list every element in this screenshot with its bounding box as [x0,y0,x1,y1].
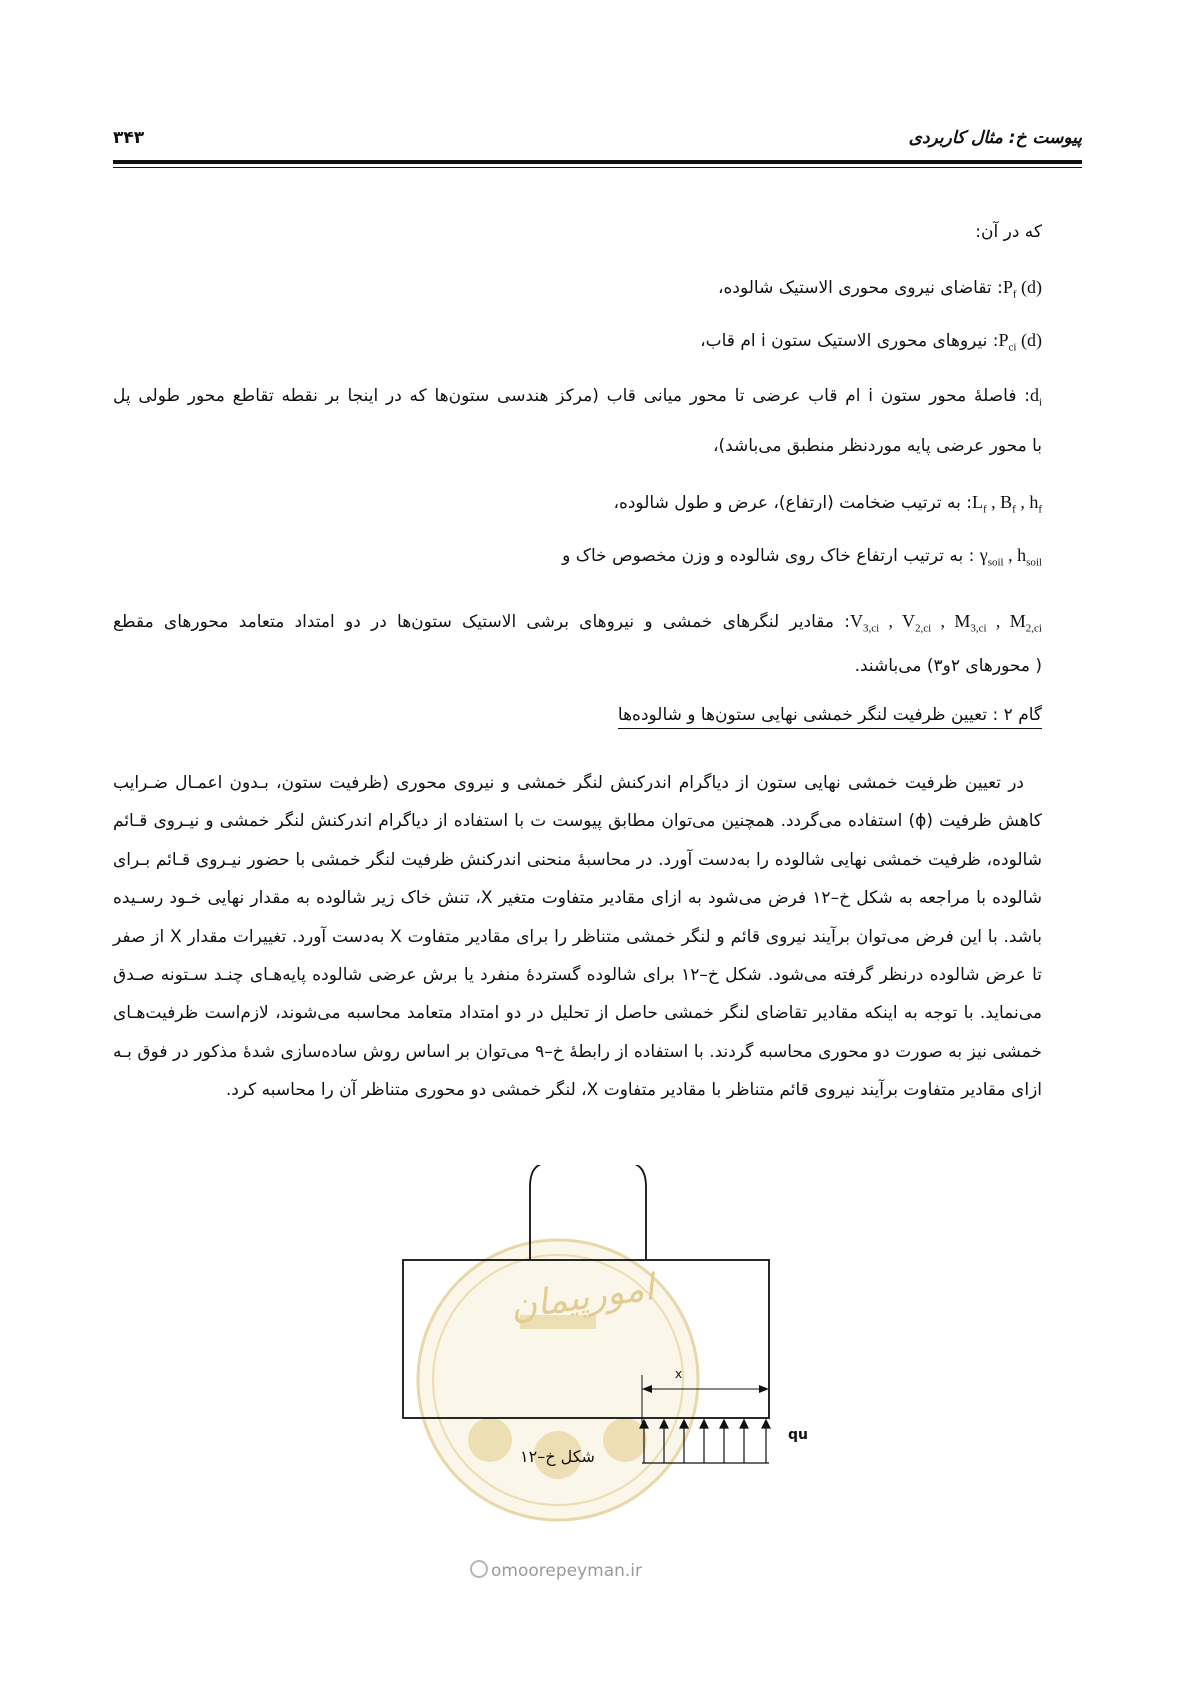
definition-v-m-continuation: ( محورهای ۲و۳) می‌باشند. [854,656,1042,676]
symbol: $P_{ci}$ (d) [998,330,1042,354]
definition-di-continuation: با محور عرضی پایه موردنظر منطبق می‌باشد)، [713,436,1042,456]
intro-text: که در آن: [975,222,1042,242]
definition-v-m [113,611,1042,635]
definition-text: : نیروهای محوری الاستیک ستون i ام قاب، [700,331,999,351]
load-label: qu [788,1427,808,1443]
figure-footing-diagram [370,1165,830,1545]
paragraph-text: در تعیین ظرفیت خمشی نهایی ستون از دیاگرام اندرکنش لنگر خمشی و نیروی محوری (ظرفیت ستون، بـدون اعمـال ضـرایب کاهش ظرفیت (ϕ) استفاده می‌گردد. همچنین می‌توان مطابق پیوست ت با استفاده از دیاگرام اندرکنش لنگر خمشی و نیـروی قـائم شالوده، ظرفیت خمشی نهایی شالوده را به‌دست آورد. در محاسبهٔ منحنی اندرکنش ظرفیت لنگر خمشی با حضور نیـروی قـائم بـرای شالوده با مراجعه به شکل خ–۱۲ فرض می‌شود به ازای مقادیر متفاوت متغیر X، تنش خاک زیر شالوده به مقدار نهایی خـود رسـیده باشد. با این فرض می‌توان برآیند نیروی قائم و لنگر خمشی متناظر را برای مقادیر متفاوت X به‌دست آورد. تغییرات مقدار X از صفر تا عرض شالوده درنظر گرفته می‌شود. شکل خ–۱۲ برای شالوده گستردهٔ منفرد یا برش عرضی شالوده پایه‌هـای چنـد سـتونه صـدق می‌نماید. با توجه به اینکه مقادیر تقاضای لنگر خمشی حاصل از تحلیل در دو امتداد متعامد محاسبه می‌شوند، لازم‌است ظرفیت‌هـای خمشی نیز به صورت دو محوری محاسبه گردند. با استفاده از رابطهٔ خ–۹ می‌توان بر اساس روش ساده‌سازی شدهٔ مذکور در فوق بـه ازای مقادیر متفاوت برآیند نیروی قائم متناظر با مقادیر متفاوت X، لنگر خمشی دو محوری متناظر آن را محاسبه کرد. [113,773,1043,1101]
gear-icon [470,1560,488,1578]
symbol: $d_i$ [1029,385,1042,409]
watermark-text: امورپیمان [507,1267,657,1328]
header-rule-thin [113,167,1082,168]
definition-lf [613,492,1042,516]
symbol: $P_f$ (d) [1002,277,1042,301]
x-dimension-label: x [675,1367,683,1381]
definition-text: : مقادیر لنگرهای خمشی و نیروهای برشی الاستیک ستون‌ها در دو امتداد متعامد محورهای مقطع [113,612,850,632]
symbol: $V_{3,ci}$ , $V_{2,ci}$ , $M_{3,ci}$ , $M_{2,ci}$ [849,611,1042,635]
figure-caption: شکل خ–۱۲ [520,1447,595,1466]
step-heading: گام ۲ : تعیین ظرفیت لنگر خمشی نهایی ستون‌ها و شالوده‌ها [618,705,1042,729]
definition-pci [700,330,1042,354]
header-title: پیوست خ: مثال کاربردی [908,128,1082,148]
definition-di [113,385,1042,409]
definition-text: : به ترتیب ارتفاع خاک روی شالوده و وزن مخصوص خاک و [562,546,980,566]
symbol: $L_f$ , $B_f$ , $h_f$ [971,492,1042,516]
symbol: $\gamma_{soil}$ , $h_{soil}$ [979,545,1042,569]
definition-text: : به ترتیب ضخامت (ارتفاع)، عرض و طول شالوده، [613,493,972,513]
footing-drawing [370,1165,830,1545]
definition-gamma-soil [562,545,1042,569]
definition-pf [718,277,1042,301]
site-url: omoorepeyman.ir [470,1560,642,1581]
definition-text: : تقاضای نیروی محوری الاستیک شالوده، [718,278,1003,298]
body-paragraph [113,764,1042,1110]
header-rule [113,160,1082,164]
definition-text: : فاصلهٔ محور ستون i ام قاب عرضی تا محور میانی قاب (مرکز هندسی ستون‌ها که در اینجا بر نقطه تقاطع محور طولی پل [113,386,1030,406]
page-header [113,124,1082,164]
page-number: ۳۴۳ [113,128,145,148]
